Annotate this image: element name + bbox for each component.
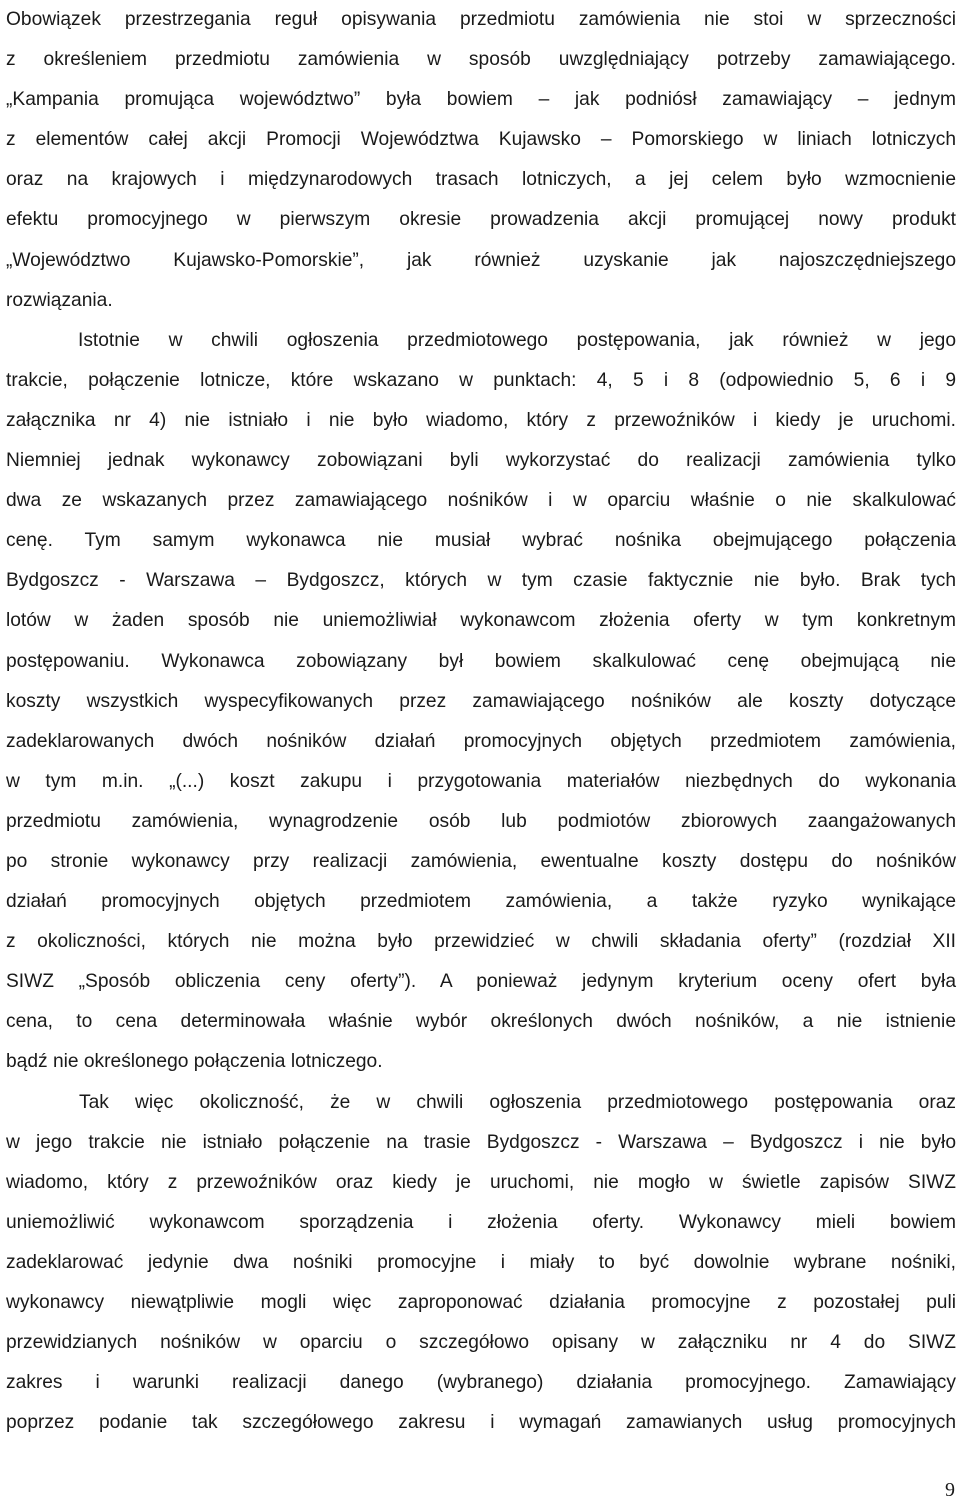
text-line: Bydgoszcz - Warszawa – Bydgoszcz, których w tym czasie faktycznie nie było. Brak tych: [6, 570, 956, 592]
text-line: efektu promocyjnego w pierwszym okresie prowadzenia akcji promującej nowy produkt: [6, 209, 956, 231]
text-line: przewidzianych nośników w oparciu o szczegółowo opisany w załączniku nr 4 do SIWZ: [6, 1332, 956, 1354]
paragraph-2: [6, 321, 956, 1083]
text-line: uniemożliwić wykonawcom sporządzenia i złożenia oferty. Wykonawcy mieli bowiem: [6, 1211, 956, 1233]
text-line: Obowiązek przestrzegania reguł opisywania przedmiotu zamówienia nie stoi w sprzeczności: [6, 9, 956, 30]
text-line: cenę. Tym samym wykonawca nie musiał wybrać nośnika obejmującego połączenia: [6, 530, 956, 552]
text-line: „Województwo Kujawsko-Pomorskie”, jak również uzyskanie jak najoszczędniejszego: [6, 249, 956, 271]
text-line: koszty wszystkich wyspecyfikowanych przez zamawiającego nośników ale koszty dotyczące: [6, 690, 956, 712]
text-line: w jego trakcie nie istniało połączenie na trasie Bydgoszcz - Warszawa – Bydgoszcz i nie było: [6, 1131, 956, 1153]
text-line: zadeklarować jedynie dwa nośniki promocyjne i miały to być dowolnie wybrane nośniki,: [6, 1251, 956, 1273]
text-line: „Kampania promująca województwo” była bowiem – jak podniósł zamawiający – jednym: [6, 89, 956, 111]
text-line: w tym m.in. „(...) koszt zakupu i przygotowania materiałów niezbędnych do wykonania: [6, 770, 956, 792]
text-line: SIWZ „Sposób obliczenia ceny oferty”). A ponieważ jedynym kryterium oceny ofert była: [6, 971, 956, 993]
text-line: zakres i warunki realizacji danego (wybranego) działania promocyjnego. Zamawiający: [6, 1372, 956, 1394]
text-line: wykonawcy niewątpliwie mogli więc zaproponować działania promocyjne z pozostałej puli: [6, 1292, 956, 1313]
document-page: [6, 0, 956, 1443]
text-line: z elementów całej akcji Promocji Województwa Kujawsko – Pomorskiego w liniach lotniczych: [6, 129, 956, 151]
text-line: wiadomo, który z przewoźników oraz kiedy je uruchomi, nie mogło w świetle zapisów SIWZ: [6, 1171, 956, 1193]
paragraph-1: [6, 0, 956, 321]
text-line: załącznika nr 4) nie istniało i nie było wiadomo, który z przewoźników i kiedy je uruchomi.: [6, 409, 956, 431]
text-line: trakcie, połączenie lotnicze, które wskazano w punktach: 4, 5 i 8 (odpowiednio 5, 6 i 9: [6, 369, 956, 391]
text-line: oraz na krajowych i międzynarodowych trasach lotniczych, a jej celem było wzmocnienie: [6, 169, 956, 191]
text-line: działań promocyjnych objętych przedmiotem zamówienia, a także ryzyko wynikające: [6, 891, 956, 913]
text-line: Niemniej jednak wykonawcy zobowiązani byli wykorzystać do realizacji zamówienia tylko: [6, 450, 956, 472]
text-line: po stronie wykonawcy przy realizacji zamówienia, ewentualne koszty dostępu do nośników: [6, 850, 956, 872]
text-line: postępowaniu. Wykonawca zobowiązany był bowiem skalkulować cenę obejmującą nie: [6, 650, 956, 672]
text-line: lotów w żaden sposób nie uniemożliwiał wykonawcom złożenia oferty w tym konkretnym: [6, 610, 956, 632]
paragraph-3: [6, 1083, 956, 1444]
text-line: z określeniem przedmiotu zamówienia w sposób uwzględniający potrzeby zamawiającego.: [6, 49, 956, 71]
text-line: zadeklarowanych dwóch nośników działań promocyjnych objętych przedmiotem zamówienia,: [6, 730, 956, 752]
text-line: przedmiotu zamówienia, wynagrodzenie osób lub podmiotów zbiorowych zaangażowanych: [6, 810, 956, 832]
text-line: poprzez podanie tak szczegółowego zakresu i wymagań zamawianych usług promocyjnych: [6, 1412, 956, 1434]
text-line: rozwiązania.: [6, 289, 113, 311]
text-line: dwa ze wskazanych przez zamawiającego nośników i w oparciu właśnie o nie skalkulować: [6, 490, 956, 512]
text-line: Tak więc okoliczność, że w chwili ogłoszenia przedmiotowego postępowania oraz: [79, 1091, 956, 1113]
text-line: bądź nie określonego połączenia lotniczego.: [6, 1051, 383, 1073]
text-line: z okoliczności, których nie można było przewidzieć w chwili składania oferty” (rozdział XII: [6, 931, 956, 953]
page-number: 9: [945, 1479, 955, 1501]
text-line: cena, to cena determinowała właśnie wybór określonych dwóch nośników, a nie istnienie: [6, 1011, 956, 1033]
text-line: Istotnie w chwili ogłoszenia przedmiotowego postępowania, jak również w jego: [78, 329, 956, 351]
